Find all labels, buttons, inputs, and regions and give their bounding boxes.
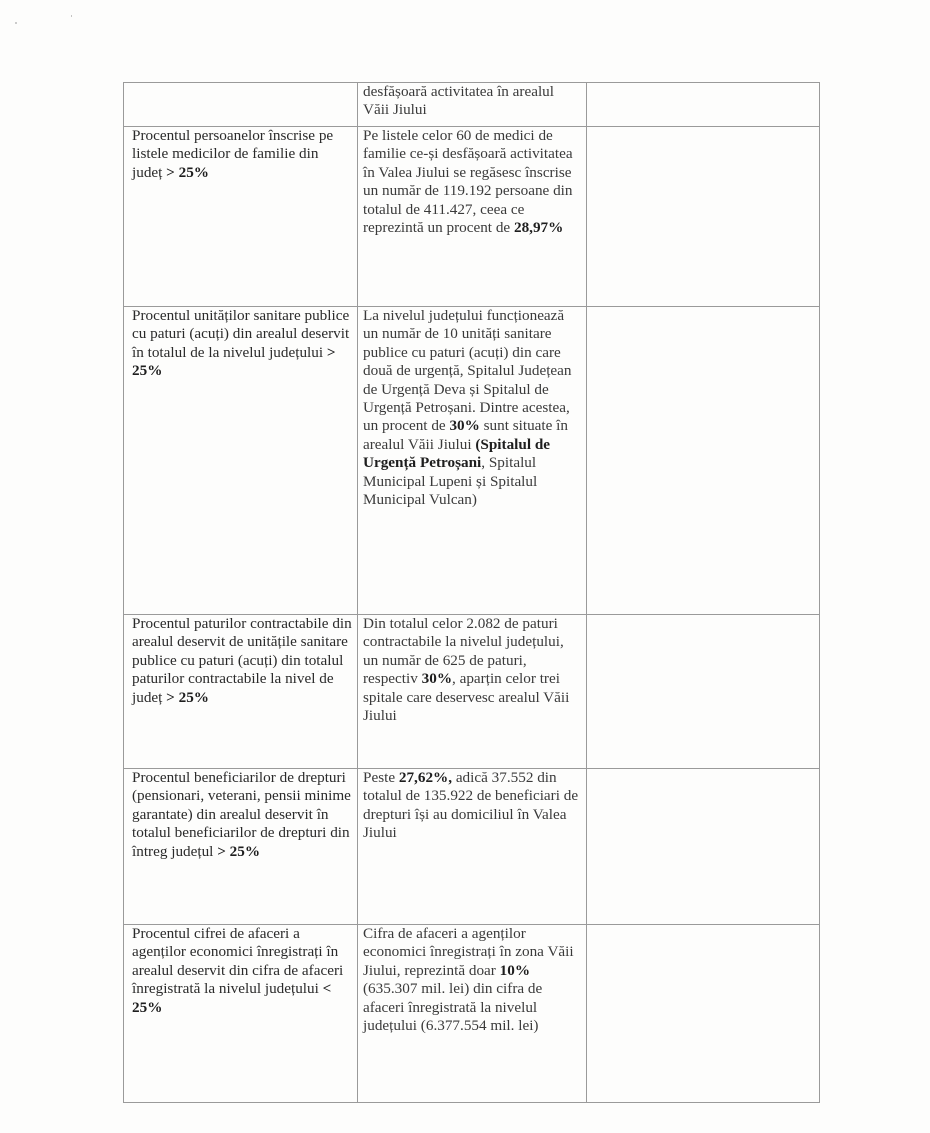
- criterion-text: Procentul paturilor contractabile din arealul deservit de unitățile sanitare publice cu paturi (acuți) din totalul paturilor contractabile la nivel de județ: [132, 615, 352, 706]
- description-text: La nivelul județului funcționează un număr de 10 unități sanitare publice cu paturi (acuți) din care două de urgență, Spitalul Județean de Urgență Deva și Spitalul de Urgență Petroșani. Dintre acestea, un procent de: [363, 307, 572, 435]
- description-text: Din totalul celor 2.082 de paturi contractabile la nivelul județului, un număr de 625 de paturi, respectiv: [363, 615, 564, 688]
- criterion-cell: [124, 307, 358, 615]
- scan-speck: [15, 22, 17, 24]
- description-cell: [358, 83, 587, 127]
- criterion-cell: [124, 925, 358, 1103]
- description-cell: [358, 615, 587, 769]
- criteria-table: [123, 82, 820, 1103]
- notes-cell: [587, 769, 820, 925]
- criterion-text: Procentul cifrei de afaceri a agenților economici înregistrați în arealul deservit din cifra de afaceri înregistrată la nivelul județului: [132, 925, 344, 998]
- description-highlight: 30%: [421, 670, 452, 688]
- table-row: [124, 83, 820, 127]
- scan-speck: [71, 15, 72, 17]
- criterion-text: Procentul beneficiarilor de drepturi (pensionari, veterani, pensii minime garantate) din arealul deservit în totalul beneficiarilor de drepturi din întreg județul: [132, 769, 351, 860]
- criterion-cell: [124, 769, 358, 925]
- notes-cell: [587, 127, 820, 307]
- criterion-text: Procentul unităților sanitare publice cu paturi (acuți) din arealul deservit în totalul de la nivelul județului: [132, 307, 350, 361]
- criterion-cell: [124, 83, 358, 127]
- criterion-threshold: < 25%: [132, 980, 332, 1016]
- criterion-threshold: > 25%: [132, 343, 336, 380]
- description-text: adică 37.552 din totalul de 135.922 de beneficiari de drepturi își au domiciliul în Valea Jiului: [363, 769, 579, 842]
- description-highlight: 10%: [499, 961, 531, 979]
- criterion-threshold: > 25%: [217, 842, 261, 860]
- notes-cell: [587, 615, 820, 769]
- criterion-cell: [124, 127, 358, 307]
- notes-cell: [587, 925, 820, 1103]
- description-highlight: 30%: [449, 417, 480, 435]
- table-row: [124, 925, 820, 1103]
- description-cell: [358, 307, 587, 615]
- description-text: sunt situate în arealul Văii Jiului: [363, 417, 568, 453]
- description-highlight: 28,97%: [513, 219, 564, 237]
- criterion-threshold: > 25%: [166, 163, 209, 181]
- table-row: [124, 769, 820, 925]
- table-row: [124, 307, 820, 615]
- criterion-cell: [124, 615, 358, 769]
- criterion-threshold: > 25%: [166, 688, 209, 706]
- notes-cell: [587, 307, 820, 615]
- description-text: Cifra de afaceri a agenților economici înregistrați în zona Văii Jiului, reprezintă doar: [363, 925, 574, 979]
- table-row: [124, 127, 820, 307]
- description-text: Pe listele celor 60 de medici de familie ce-și desfășoară activitatea în Valea Jiului se regăsesc înscrise un număr de 119.192 persoane din totalul de 411.427, ceea ce reprezintă un procent de: [363, 127, 573, 237]
- description-text: Peste: [363, 769, 399, 786]
- description-text: (635.307 mil. lei) din cifra de afaceri înregistrată la nivelul județului (6.377.554 mil. lei): [363, 980, 543, 1035]
- description-cell: [358, 769, 587, 925]
- description-cell: [358, 127, 587, 307]
- criterion-text: Procentul persoanelor înscrise pe listele medicilor de familie din județ: [132, 127, 334, 181]
- description-text: desfășoară activitatea în arealul Văii Jiului: [363, 83, 555, 119]
- description-text: , aparțin celor trei spitale care deservesc arealul Văii Jiului: [363, 670, 570, 725]
- description-cell: [358, 925, 587, 1103]
- description-highlight: (Spitalul de Urgență Petroșani: [363, 435, 551, 472]
- table-row: [124, 615, 820, 769]
- description-text: , Spitalul Municipal Lupeni și Spitalul Municipal Vulcan): [363, 454, 538, 509]
- notes-cell: [587, 83, 820, 127]
- description-highlight: 27,62%,: [398, 769, 453, 786]
